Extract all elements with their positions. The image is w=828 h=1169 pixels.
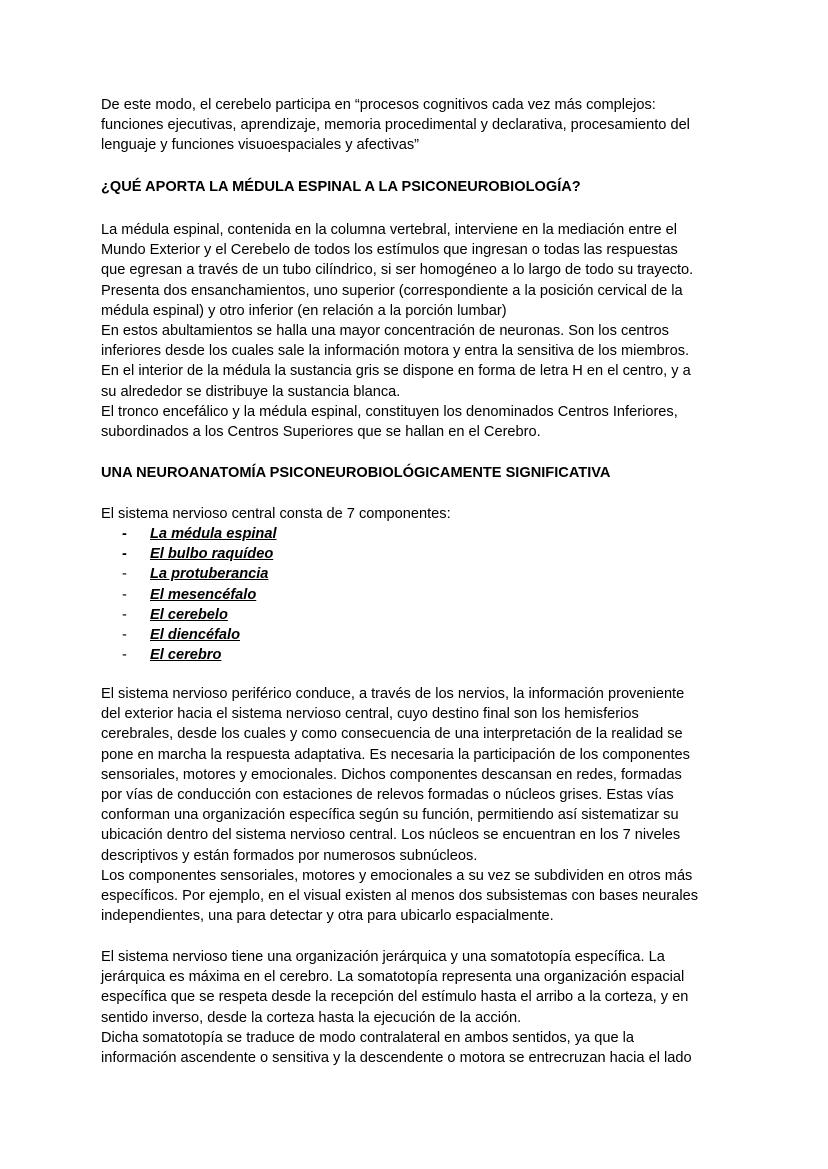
section-heading-neuroanatomia: UNA NEUROANATOMÍA PSICONEUROBIOLÓGICAMENTE SIGNIFICATIVA [101,465,611,481]
medula-paragraph [101,220,741,442]
text-line: Dicha somatotopía se traduce de modo contralateral en ambos sentidos, ya que la [101,1029,634,1046]
text-line: Mundo Exterior y el Cerebelo de todos los estímulos que ingresan o todas las respuestas [101,242,678,259]
text-line: sentido inverso, desde la corteza hasta la ejecución de la acción. [101,1009,522,1026]
components-list [122,524,277,665]
section-heading-medula: ¿QUÉ APORTA LA MÉDULA ESPINAL A LA PSICONEUROBIOLOGÍA? [101,179,581,195]
list-item [122,524,277,544]
text-line: descriptivos y están formados por numerosos subnúcleos. [101,847,478,864]
list-item-link[interactable]: El mesencéfalo [150,586,257,603]
bullet-marker: - [122,606,127,623]
list-item [122,625,277,645]
text-line: funciones ejecutivas, aprendizaje, memoria procedimental y declarativa, procesamiento del [101,117,690,134]
bullet-marker: - [122,586,127,603]
text-line: subordinados a los Centros Superiores que se hallan en el Cerebro. [101,423,541,440]
text-line: sensoriales, motores y emocionales. Dichos componentes descansan en redes, formadas [101,766,682,783]
bullet-marker: - [122,526,127,542]
list-item-link[interactable]: La médula espinal [150,526,277,542]
list-item-link[interactable]: El cerebro [150,647,222,664]
text-line: lenguaje y funciones visuoespaciales y afectivas” [101,137,419,154]
list-item-link[interactable]: El bulbo raquídeo [150,546,274,563]
text-line: por vías de conducción con estaciones de relevos formadas o núcleos grises. Estas vías [101,786,674,803]
hierarchy-paragraph [101,947,741,1068]
text-line: que egresan a través de un tubo cilíndrico, si ser homogéneo a lo largo de todo su trayecto. [101,262,694,279]
text-line: del exterior hacia el sistema nervioso central, cuyo destino final son los hemisferios [101,706,639,723]
text-line: inferiores desde los cuales sale la información motora y entra la sensitiva de los miembros. [101,343,690,360]
list-item [122,605,277,625]
text-line: ubicación dentro del sistema nervioso central. Los núcleos se encuentran en los 7 niveles [101,827,681,844]
list-item [122,645,277,665]
text-line: específicos. Por ejemplo, en el visual existen al menos dos subsistemas con bases neurales [101,887,699,904]
bullet-marker: - [122,647,127,664]
list-item [122,544,277,564]
components-intro: El sistema nervioso central consta de 7 componentes: [101,506,451,522]
bullet-marker: - [122,566,127,583]
text-line: conforman una organización específica según su función, permitiendo así sistematizar su [101,807,679,824]
text-line: En el interior de la médula la sustancia gris se dispone en forma de letra H en el centro, y a [101,363,691,380]
text-line: En estos abultamientos se halla una mayor concentración de neuronas. Son los centros [101,322,669,339]
peripheral-paragraph [101,684,741,926]
list-item [122,564,277,584]
list-item-link[interactable]: La protuberancia [150,566,269,583]
text-line: Presenta dos ensanchamientos, uno superior (correspondiente a la posición cervical de la [101,282,683,299]
bullet-marker: - [122,626,127,643]
list-item [122,585,277,605]
list-item-link[interactable]: El diencéfalo [150,626,241,643]
text-line: El tronco encefálico y la médula espinal, constituyen los denominados Centros Inferiores, [101,403,678,420]
text-line: cerebrales, desde los cuales y como consecuencia de una interpretación de la realidad se [101,726,683,743]
text-line: jerárquica es máxima en el cerebro. La somatotopía representa una organización espacial [101,969,685,986]
text-line: su alrededor se distribuye la sustancia blanca. [101,383,401,400]
intro-paragraph [101,95,741,156]
text-line: El sistema nervioso periférico conduce, a través de los nervios, la información proveniente [101,686,685,702]
text-line: pone en marcha la respuesta adaptativa. Es necesaria la participación de los componentes [101,746,690,763]
text-line: La médula espinal, contenida en la columna vertebral, interviene en la mediación entre el [101,222,677,238]
text-line: específica que se respeta desde la recepción del estímulo hasta el arribo a la corteza, y en [101,989,689,1006]
text-line: Los componentes sensoriales, motores y emocionales a su vez se subdividen en otros más [101,867,693,884]
text-line: independientes, una para detectar y otra para ubicarlo espacialmente. [101,908,554,925]
text-line: información ascendente o sensitiva y la descendente o motora se entrecruzan hacia el lado [101,1049,692,1066]
text-line: El sistema nervioso tiene una organización jerárquica y una somatotopía específica. La [101,949,665,965]
bullet-marker: - [122,546,127,563]
text-line: De este modo, el cerebelo participa en “procesos cognitivos cada vez más complejos: [101,97,656,113]
list-item-link[interactable]: El cerebelo [150,606,228,623]
text-line: médula espinal) y otro inferior (en relación a la porción lumbar) [101,302,507,319]
